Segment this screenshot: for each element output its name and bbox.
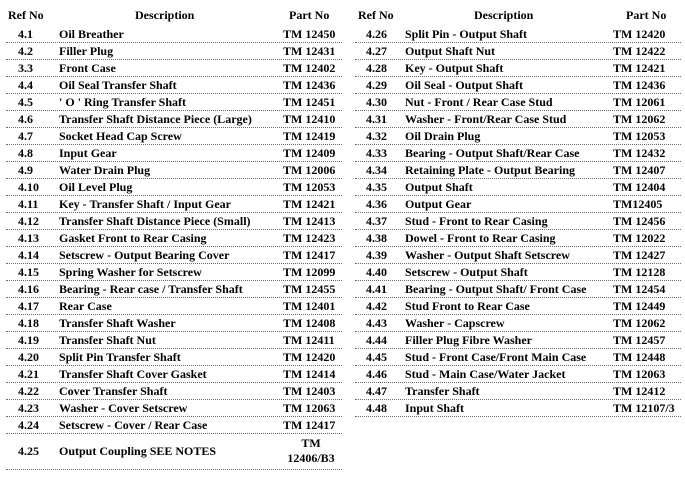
table-row <box>6 281 342 298</box>
part-no-cell: TM 12408 <box>283 316 336 330</box>
ref-no-cell: 4.16 <box>18 282 39 296</box>
table-row <box>355 230 681 247</box>
description-cell: Split Pin Transfer Shaft <box>59 350 181 364</box>
part-no-cell: TM 12006 <box>283 163 336 177</box>
right-parts-table <box>355 0 681 417</box>
ref-no-cell: 4.14 <box>18 248 39 262</box>
table-row <box>355 281 681 298</box>
table-row <box>355 196 681 213</box>
ref-no-cell: 4.5 <box>18 95 33 109</box>
table-row <box>355 128 681 145</box>
ref-no-cell: 4.28 <box>366 61 387 75</box>
ref-no-cell: 3.3 <box>18 61 33 75</box>
ref-no-cell: 4.15 <box>18 265 39 279</box>
ref-no-cell: 4.44 <box>366 333 387 347</box>
table-row <box>6 366 342 383</box>
part-no-cell: TM12405 <box>613 197 663 211</box>
description-cell: Retaining Plate - Output Bearing <box>405 163 575 177</box>
description-cell: Cover Transfer Shaft <box>59 384 168 398</box>
ref-no-cell: 4.39 <box>366 248 387 262</box>
description-cell: Filler Plug <box>59 44 114 58</box>
part-no-cell: TM 12061 <box>613 95 666 109</box>
part-no-cell: TM 12410 <box>283 112 336 126</box>
ref-no-cell: 4.48 <box>366 401 387 415</box>
ref-no-cell: 4.32 <box>366 129 387 143</box>
ref-no-cell: 4.23 <box>18 401 39 415</box>
table-row <box>6 94 342 111</box>
part-no-cell: TM 12414 <box>283 367 336 381</box>
table-row <box>355 400 681 417</box>
description-cell: Transfer Shaft Distance Piece (Small) <box>59 214 251 228</box>
right-table-header <box>355 0 681 26</box>
description-cell: Front Case <box>59 61 116 75</box>
table-row <box>355 315 681 332</box>
table-row <box>355 43 681 60</box>
table-row <box>6 417 342 434</box>
table-row <box>355 366 681 383</box>
table-row <box>6 162 342 179</box>
ref-no-cell: 4.6 <box>18 112 33 126</box>
table-row <box>6 434 342 470</box>
ref-no-cell: 4.46 <box>366 367 387 381</box>
description-cell: Stud - Front Case/Front Main Case <box>405 350 587 364</box>
table-row <box>355 26 681 43</box>
ref-no-cell: 4.2 <box>18 44 33 58</box>
description-cell: Transfer Shaft Nut <box>59 333 156 347</box>
ref-no-cell: 4.8 <box>18 146 33 160</box>
part-no-cell: TM 12022 <box>613 231 666 245</box>
ref-no-cell: 4.34 <box>366 163 387 177</box>
description-cell: Transfer Shaft Cover Gasket <box>59 367 207 381</box>
ref-no-cell: 4.21 <box>18 367 39 381</box>
part-no-cell: TM 12450 <box>283 27 336 41</box>
table-row <box>6 264 342 281</box>
part-no-cell: TM 12427 <box>613 248 666 262</box>
part-no-cell: TM 12412 <box>613 384 666 398</box>
part-no-cell: TM 12062 <box>613 112 666 126</box>
part-no-cell: TM 12099 <box>283 265 336 279</box>
table-row <box>355 383 681 400</box>
ref-no-cell: 4.29 <box>366 78 387 92</box>
table-row <box>6 332 342 349</box>
description-cell: Gasket Front to Rear Casing <box>59 231 207 245</box>
table-row <box>6 298 342 315</box>
description-cell: Nut - Front / Rear Case Stud <box>405 95 553 109</box>
ref-no-cell: 4.33 <box>366 146 387 160</box>
table-row <box>355 94 681 111</box>
ref-no-cell: 4.9 <box>18 163 33 177</box>
ref-no-cell: 4.42 <box>366 299 387 313</box>
description-cell: ' O ' Ring Transfer Shaft <box>59 95 187 109</box>
ref-no-cell: 4.30 <box>366 95 387 109</box>
description-cell: Setscrew - Cover / Rear Case <box>59 418 208 432</box>
description-cell: Oil Seal Transfer Shaft <box>59 78 177 92</box>
table-row <box>355 162 681 179</box>
ref-no-cell: 4.47 <box>366 384 387 398</box>
ref-no-cell: 4.13 <box>18 231 39 245</box>
description-cell: Key - Output Shaft <box>405 61 504 75</box>
description-cell: Stud - Main Case/Water Jacket <box>405 367 566 381</box>
part-no-cell: TM 12422 <box>613 44 666 58</box>
description-cell: Key - Transfer Shaft / Input Gear <box>59 197 232 211</box>
description-header: Description <box>474 8 534 22</box>
left-parts-table <box>6 0 342 470</box>
ref-no-header: Ref No <box>358 8 394 22</box>
table-row <box>6 111 342 128</box>
part-no-cell: TM 12053 <box>283 180 336 194</box>
description-cell: Filler Plug Fibre Washer <box>405 333 532 347</box>
description-cell: Output Coupling SEE NOTES <box>59 444 217 458</box>
part-no-cell: TM 12403 <box>283 384 336 398</box>
description-cell: Output Shaft <box>405 180 473 194</box>
ref-no-cell: 4.40 <box>366 265 387 279</box>
description-cell: Washer - Output Shaft Setscrew <box>405 248 570 262</box>
table-row <box>6 77 342 94</box>
ref-no-cell: 4.24 <box>18 418 39 432</box>
left-table-header <box>6 0 342 26</box>
table-row <box>6 128 342 145</box>
part-no-cell: TM 12107/3 <box>613 401 675 415</box>
description-cell: Transfer Shaft <box>405 384 480 398</box>
part-no-cell: TM 12455 <box>283 282 336 296</box>
ref-no-cell: 4.43 <box>366 316 387 330</box>
description-cell: Bearing - Output Shaft/Rear Case <box>405 146 580 160</box>
description-cell: Setscrew - Output Bearing Cover <box>59 248 230 262</box>
description-cell: Oil Drain Plug <box>405 129 481 143</box>
description-cell: Spring Washer for Setscrew <box>59 265 202 279</box>
table-row <box>355 213 681 230</box>
description-cell: Split Pin - Output Shaft <box>405 27 528 41</box>
ref-no-cell: 4.10 <box>18 180 39 194</box>
description-cell: Transfer Shaft Distance Piece (Large) <box>59 112 252 126</box>
description-cell: Oil Seal - Output Shaft <box>405 78 524 92</box>
ref-no-cell: 4.27 <box>366 44 387 58</box>
ref-no-cell: 4.36 <box>366 197 387 211</box>
description-cell: Output Gear <box>405 197 472 211</box>
part-no-cell: TM 12417 <box>283 418 336 432</box>
ref-no-cell: 4.20 <box>18 350 39 364</box>
ref-no-cell: 4.25 <box>18 444 39 458</box>
part-no-header: Part No <box>289 8 330 22</box>
ref-no-cell: 4.38 <box>366 231 387 245</box>
description-cell: Washer - Front/Rear Case Stud <box>405 112 567 126</box>
ref-no-cell: 4.37 <box>366 214 387 228</box>
table-row <box>6 247 342 264</box>
ref-no-cell: 4.22 <box>18 384 39 398</box>
part-no-cell: TM 12411 <box>283 333 335 347</box>
ref-no-cell: 4.31 <box>366 112 387 126</box>
part-no-cell: TM 12417 <box>283 248 336 262</box>
table-row <box>355 298 681 315</box>
description-cell: Stud Front to Rear Case <box>405 299 530 313</box>
ref-no-cell: 4.35 <box>366 180 387 194</box>
table-row <box>6 383 342 400</box>
part-no-cell: TM 12128 <box>613 265 666 279</box>
part-no-cell: TM 12401 <box>283 299 336 313</box>
description-cell: Oil Breather <box>59 27 124 41</box>
part-no-cell: TM 12448 <box>613 350 666 364</box>
part-no-header: Part No <box>626 8 667 22</box>
description-cell: Output Shaft Nut <box>405 44 496 58</box>
part-no-cell: TM 12053 <box>613 129 666 143</box>
table-row <box>355 247 681 264</box>
ref-no-cell: 4.45 <box>366 350 387 364</box>
description-cell: Dowel - Front to Rear Casing <box>405 231 556 245</box>
part-no-line: TM <box>301 436 321 450</box>
part-no-cell: TM 12454 <box>613 282 666 296</box>
part-no-cell: TM 12404 <box>613 180 666 194</box>
part-no-cell: TM 12436 <box>613 78 666 92</box>
part-no-cell: TM 12063 <box>613 367 666 381</box>
part-no-cell: TM 12456 <box>613 214 666 228</box>
part-no-cell: TM 12413 <box>283 214 336 228</box>
ref-no-cell: 4.4 <box>18 78 33 92</box>
ref-no-cell: 4.11 <box>18 197 39 211</box>
description-cell: Washer - Cover Setscrew <box>59 401 188 415</box>
table-row <box>6 349 342 366</box>
table-row <box>6 400 342 417</box>
ref-no-cell: 4.1 <box>18 27 33 41</box>
table-row <box>6 179 342 196</box>
ref-no-cell: 4.26 <box>366 27 387 41</box>
table-row <box>6 145 342 162</box>
ref-no-cell: 4.17 <box>18 299 39 313</box>
part-no-cell: TM 12449 <box>613 299 666 313</box>
ref-no-cell: 4.19 <box>18 333 39 347</box>
ref-no-cell: 4.12 <box>18 214 39 228</box>
part-no-cell: TM 12063 <box>283 401 336 415</box>
ref-no-cell: 4.7 <box>18 129 33 143</box>
part-no-cell: TM 12407 <box>613 163 666 177</box>
part-no-cell: TM 12432 <box>613 146 666 160</box>
ref-no-cell: 4.18 <box>18 316 39 330</box>
ref-no-header: Ref No <box>8 8 44 22</box>
part-no-cell: TM 12420 <box>613 27 666 41</box>
table-row <box>355 60 681 77</box>
table-row <box>6 230 342 247</box>
description-cell: Setscrew - Output Shaft <box>405 265 528 279</box>
part-no-cell: TM 12436 <box>283 78 336 92</box>
table-row <box>355 179 681 196</box>
description-cell: Bearing - Output Shaft/ Front Case <box>405 282 587 296</box>
table-row <box>6 60 342 77</box>
part-no-cell: TM 12423 <box>283 231 336 245</box>
description-cell: Input Gear <box>59 146 117 160</box>
part-no-cell: TM 12421 <box>283 197 336 211</box>
description-cell: Transfer Shaft Washer <box>59 316 176 330</box>
part-no-cell: TM 12419 <box>283 129 336 143</box>
table-row <box>355 332 681 349</box>
table-row <box>6 315 342 332</box>
ref-no-cell: 4.41 <box>366 282 387 296</box>
table-row <box>6 213 342 230</box>
part-no-cell: TM 12421 <box>613 61 666 75</box>
description-header: Description <box>135 8 195 22</box>
table-row <box>6 26 342 43</box>
table-row <box>355 264 681 281</box>
part-no-cell: TM 12457 <box>613 333 666 347</box>
table-row <box>355 77 681 94</box>
description-cell: Rear Case <box>59 299 112 313</box>
part-no-cell: TM 12420 <box>283 350 336 364</box>
part-no-cell: TM 12451 <box>283 95 336 109</box>
table-row <box>6 196 342 213</box>
part-no-cell: TM 12402 <box>283 61 336 75</box>
table-row <box>355 349 681 366</box>
part-no-cell: TM 12062 <box>613 316 666 330</box>
part-no-line: 12406/B3 <box>287 451 335 465</box>
description-cell: Bearing - Rear case / Transfer Shaft <box>59 282 243 296</box>
description-cell: Washer - Capscrew <box>405 316 505 330</box>
table-row <box>6 43 342 60</box>
part-no-cell: TM 12431 <box>283 44 336 58</box>
part-no-cell <box>283 436 339 466</box>
description-cell: Oil Level Plug <box>59 180 133 194</box>
part-no-cell: TM 12409 <box>283 146 336 160</box>
table-row <box>355 111 681 128</box>
description-cell: Input Shaft <box>405 401 465 415</box>
description-cell: Stud - Front to Rear Casing <box>405 214 548 228</box>
description-cell: Socket Head Cap Screw <box>59 129 182 143</box>
table-row <box>355 145 681 162</box>
description-cell: Water Drain Plug <box>59 163 151 177</box>
